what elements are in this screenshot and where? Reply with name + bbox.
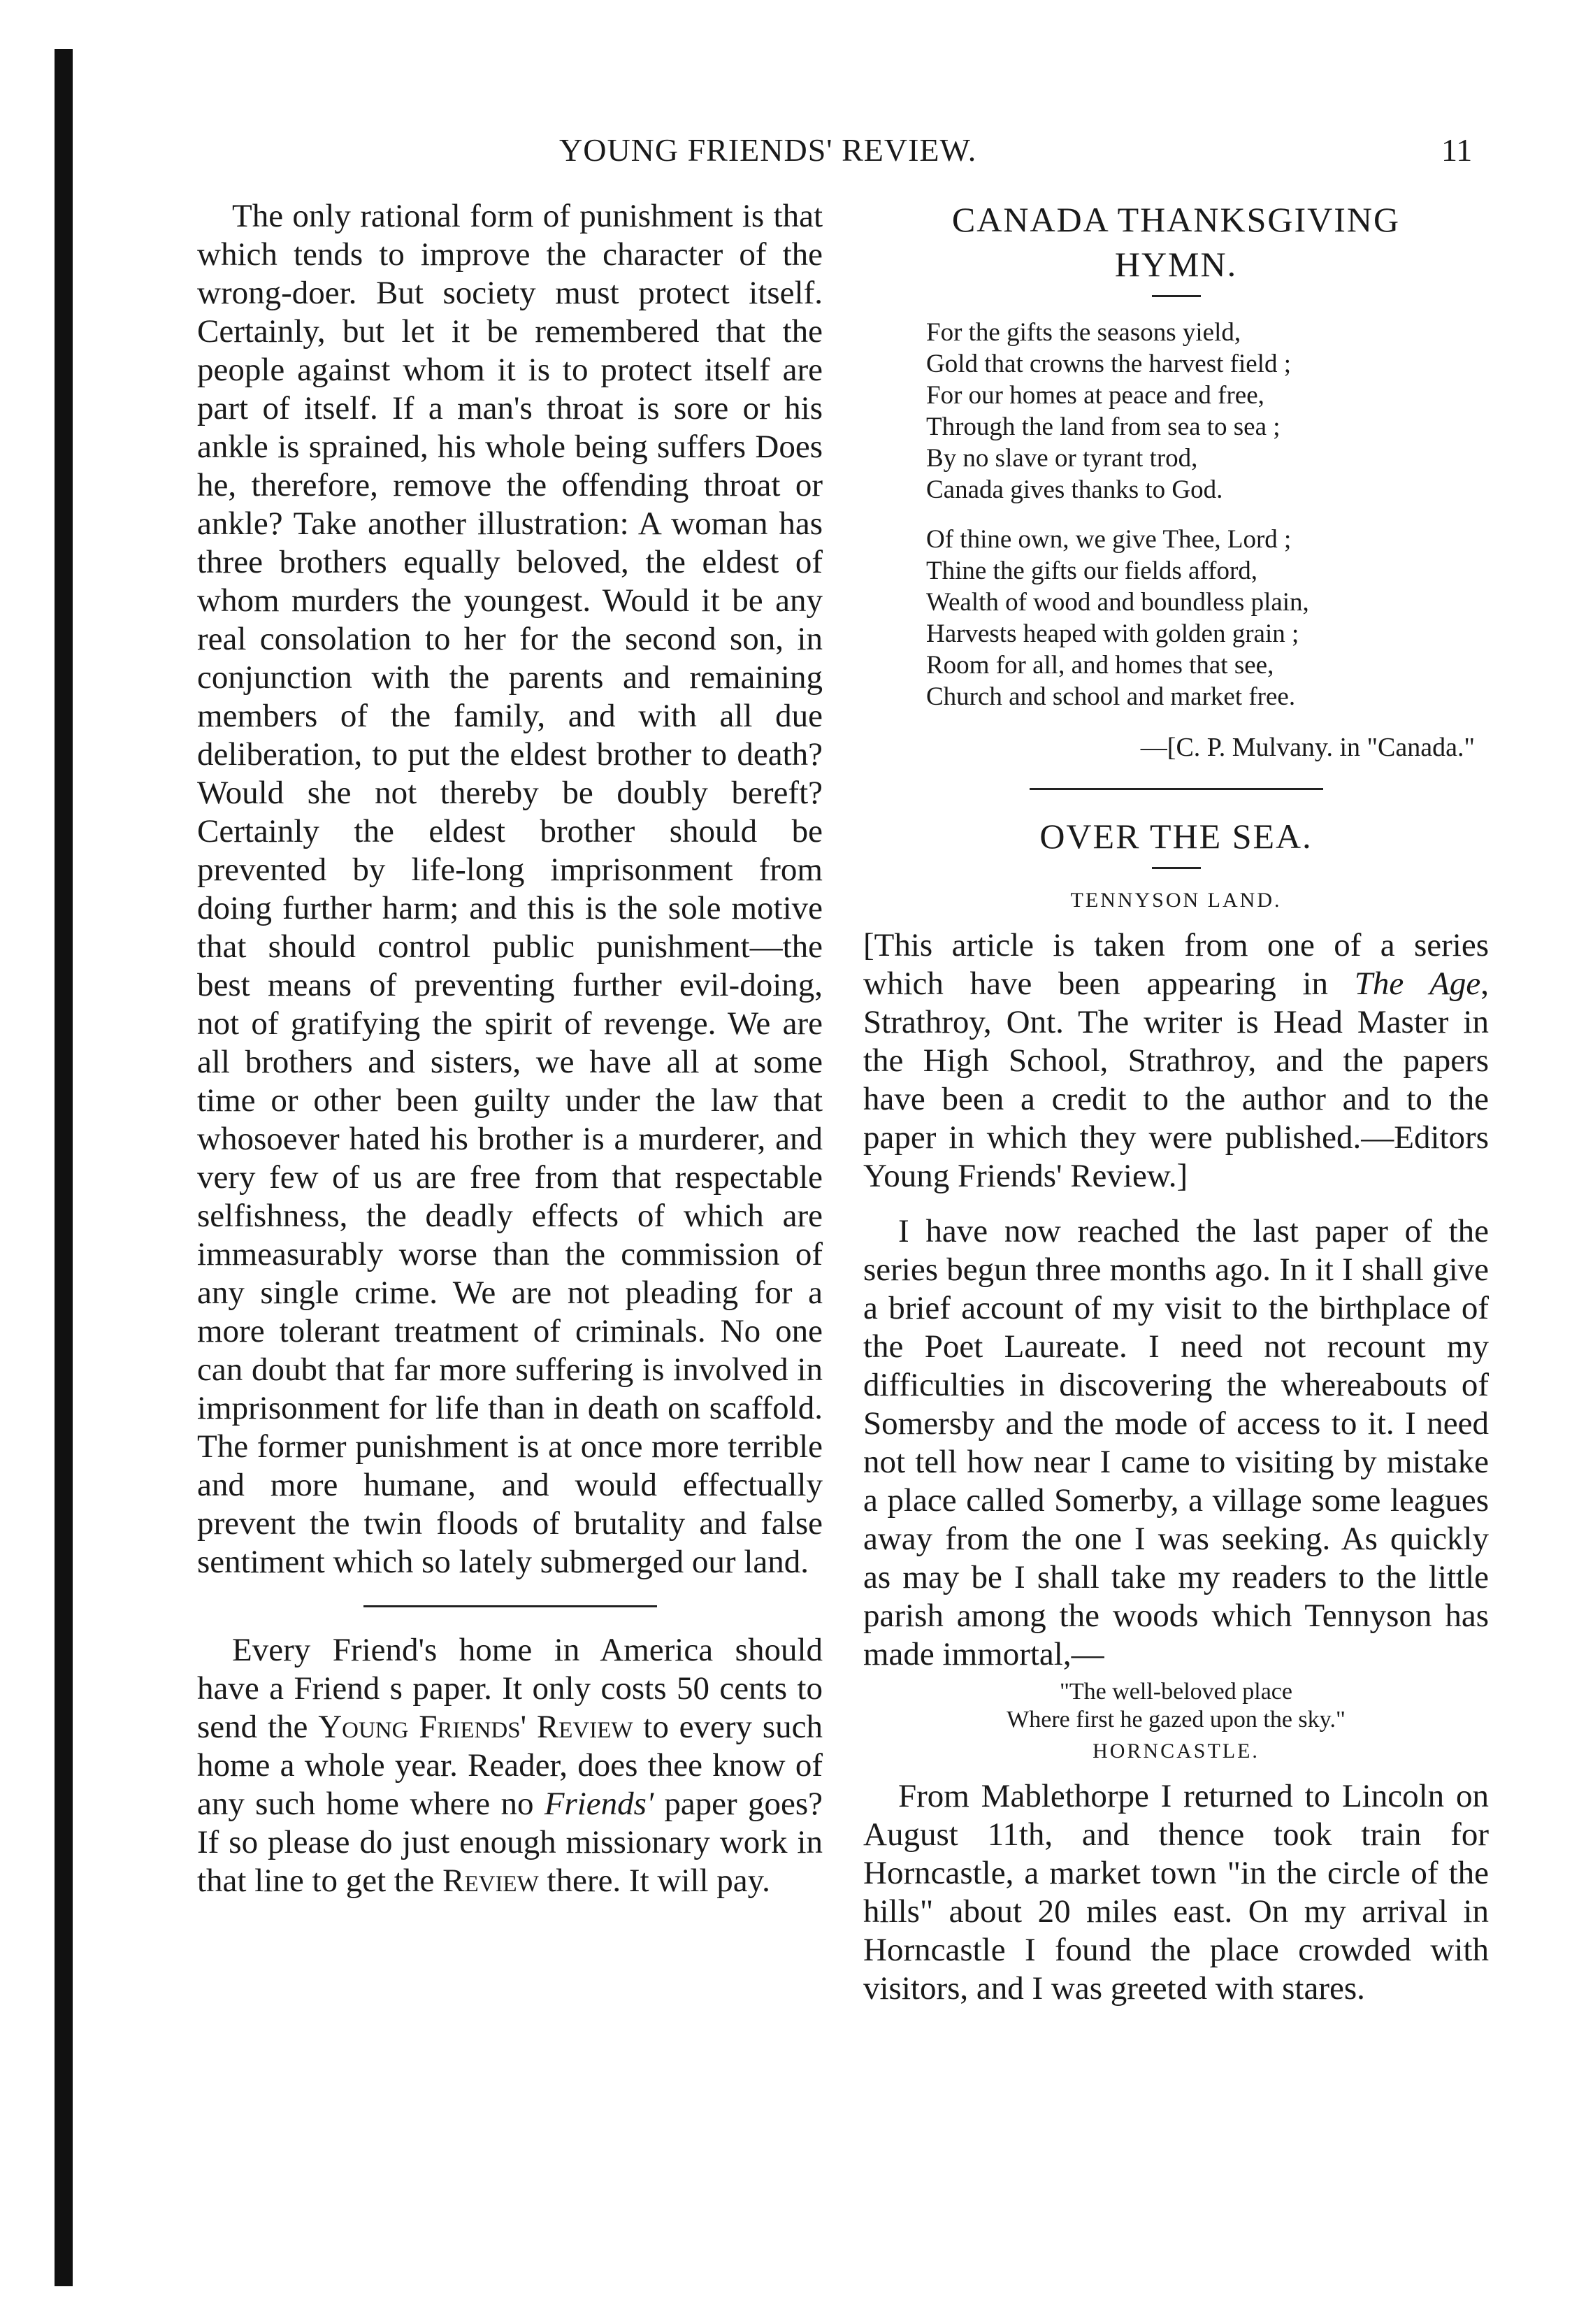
running-head: YOUNG FRIENDS' REVIEW. xyxy=(559,132,977,168)
quote-line: "The well-beloved place xyxy=(1060,1679,1292,1705)
page-number: 11 xyxy=(1441,132,1473,168)
quotation xyxy=(863,1678,1489,1734)
newspaper-title: The Age xyxy=(1354,966,1481,1002)
right-column xyxy=(863,197,1489,2008)
left-column xyxy=(197,197,823,1900)
poem-attribution: —[C. P. Mulvany. in "Canada." xyxy=(1140,733,1475,762)
hymn-title-line-1: CANADA THANKSGIVING xyxy=(951,200,1401,239)
body-paragraph: I have now reached the last paper of the series begun three months ago. In it I shall give a brief account of my visit to the birthplace of the Poet Laureate. I need not recount my difficulties in discovering the whereabouts of Somersby and the mode of access to it. I need not tell how near I came to visiting by mistake a place called Somerby, a village some leagues away from the one I was seeking. As quickly as may be I shall take my readers to the little parish among the woods which Tennyson has made immortal,— xyxy=(863,1213,1489,1672)
subscription-paragraph: Every Friend's home in America should have a Friend s paper. It only costs 50 cents to send the Young Friends' Review to every such home a whole year. Reader, does thee know of any such home where no Friends' paper goes? If so please do just enough missionary work in that line to get the Review there. It will pay. xyxy=(197,1632,823,1899)
poem-line: By no slave or tyrant trod, xyxy=(926,444,1198,473)
poem-line: Of thine own, we give Thee, Lord ; xyxy=(926,525,1292,554)
page-header xyxy=(0,131,1572,173)
section-title: OVER THE SEA. xyxy=(1039,817,1313,856)
subheading-horncastle: HORNCASTLE. xyxy=(1093,1740,1260,1763)
quote-line: Where first he gazed upon the sky." xyxy=(1007,1707,1346,1733)
title-rule xyxy=(1152,295,1201,297)
poem-line: Gold that crowns the harvest field ; xyxy=(926,350,1291,378)
friends-italic: Friends' xyxy=(544,1786,654,1822)
hymn-poem xyxy=(926,317,1489,712)
poem-line: Through the land from sea to sea ; xyxy=(926,413,1281,441)
binding-edge xyxy=(55,49,73,2286)
poem-line: For our homes at peace and free, xyxy=(926,381,1264,410)
poem-line: Wealth of wood and boundless plain, xyxy=(926,588,1309,617)
section-divider xyxy=(363,1605,657,1607)
stanza-1 xyxy=(926,317,1489,505)
review-name: Young Friends' Review xyxy=(318,1709,633,1745)
poem-line: Harvests heaped with golden grain ; xyxy=(926,619,1299,648)
title-rule xyxy=(1152,867,1201,869)
subheading: TENNYSON LAND. xyxy=(1070,889,1282,912)
poem-line: Room for all, and homes that see, xyxy=(926,651,1274,680)
poem-line: Thine the gifts our fields afford, xyxy=(926,557,1258,585)
poem-line: For the gifts the seasons yield, xyxy=(926,318,1241,347)
horncastle-paragraph: From Mablethorpe I returned to Lincoln on August 11th, and thence took train for Horncastle, a market town "in the circle of the hills" about 20 miles east. On my arrival in Horncastle I found the place crowded with visitors, and I was greeted with stares. xyxy=(863,1778,1489,2007)
poem-line: Church and school and market free. xyxy=(926,682,1296,711)
hymn-title-line-2: HYMN. xyxy=(1114,245,1238,284)
editor-note: [This article is taken from one of a series which have been appearing in The Age, Strathroy, Ont. The writer is Head Master in the High School, Strathroy, and the papers have been a credit to the author and to the paper in which they were published.—Editors Young Friends' Review.] xyxy=(863,927,1489,1194)
review-name-short: Review xyxy=(442,1863,539,1899)
poem-line: Canada gives thanks to God. xyxy=(926,475,1223,504)
stanza-2 xyxy=(926,524,1489,712)
punishment-paragraph: The only rational form of punishment is that which tends to improve the character of the wrong-doer. But society must protect itself. Certainly, but let it be remembered that the people against whom it is to protect itself are part of itself. If a man's throat is sore or his ankle is sprained, his whole being suffers Does he, therefore, remove the offending throat or ankle? Take another illustration: A woman has three brothers equally beloved, the eldest of whom murders the youngest. Would it be any real consolation to her for the second son, in conjunction with the parents and remaining members of the family, and with all due deliberation, to put the eldest brother to death? Would she not thereby be doubly bereft? Certainly the eldest brother should be prevented by life-long imprisonment from doing further harm; and this is the sole motive that should control public punishment—the best means of preventing further evil-doing, not of gratifying the spirit of revenge. We are all brothers and sisters, we have all at some time or other been guilty under the law that whosoever hated his brother is a murderer, and very few of us are free from that respectable selfishness, the deadly effects of which are immeasurably worse than the commission of any single crime. We are not pleading for a more tolerant treatment of criminals. No one can doubt that far more suffering is involved in imprisonment for life than in death on scaffold. The former punishment is at once more terrible and more humane, and would effectually prevent the twin floods of brutality and false sentiment which so lately submerged our land. xyxy=(197,198,823,1580)
section-divider xyxy=(1030,788,1323,790)
